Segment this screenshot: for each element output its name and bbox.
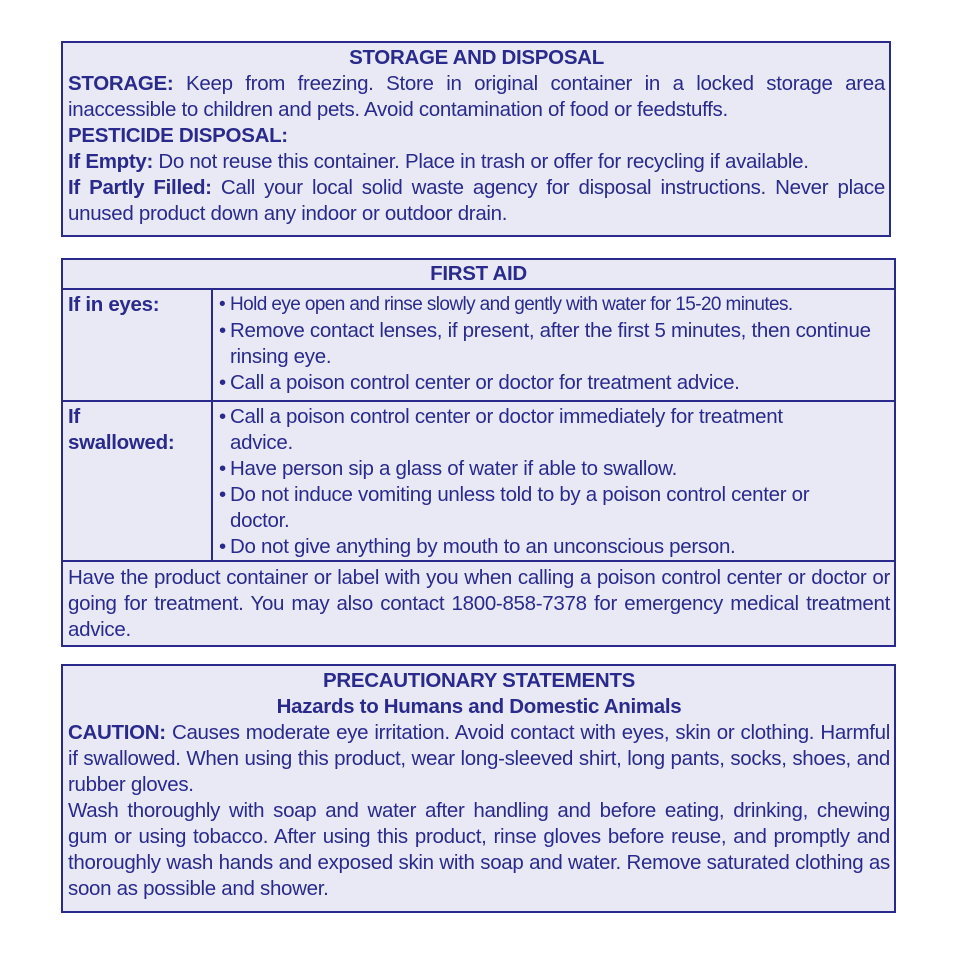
pesticide-disposal-label: PESTICIDE DISPOSAL: — [68, 124, 288, 147]
storage-paragraph — [68, 71, 885, 123]
list-item: • Do not induce vomiting unless told to by a poison control center or doctor. — [219, 483, 810, 532]
bullet-icon: • — [219, 319, 226, 342]
storage-title: STORAGE AND DISPOSAL — [349, 46, 604, 69]
list-item: • Call a poison control center or doctor for treatment advice. — [219, 371, 740, 394]
bullet-icon: • — [219, 457, 226, 480]
if-partly-text: Call your local solid waste agency for disposal instructions. Never place unused product down any indoor or outdoor drain. — [68, 176, 885, 225]
bullet-icon: • — [219, 405, 226, 428]
first-aid-row-swallowed — [63, 402, 894, 562]
if-empty-text: Do not reuse this container. Place in trash or offer for recycling if available. — [153, 150, 809, 173]
list-item: • Hold eye open and rinse slowly and gently with water for 15-20 minutes. — [219, 292, 890, 318]
list-item: • Call a poison control center or doctor immediately for treatment advice. — [219, 405, 783, 454]
first-aid-title: FIRST AID — [63, 260, 894, 290]
if-empty-label: If Empty: — [68, 150, 153, 173]
precautionary-subtitle: Hazards to Humans and Domestic Animals — [276, 695, 682, 718]
if-empty-paragraph — [68, 149, 885, 175]
if-partly-label: If Partly Filled: — [68, 176, 212, 199]
precautionary-panel — [61, 664, 896, 913]
storage-text: Keep from freezing. Store in original container in a locked storage area inaccessible to children and pets. Avoid contamination of food or feedstuffs. — [68, 72, 885, 121]
list-item: • Remove contact lenses, if present, after the first 5 minutes, then continue rinsing eye. — [219, 319, 871, 368]
precautionary-title: PRECAUTIONARY STATEMENTS — [322, 669, 636, 692]
first-aid-row-eyes — [63, 290, 894, 402]
first-aid-footer: Have the product container or label with you when calling a poison control center or doctor or going for treatment. You may also contact 1800-858-7378 for emergency medical treatment advice. — [68, 566, 890, 641]
bullet-icon: • — [219, 483, 226, 506]
wash-paragraph: Wash thoroughly with soap and water after handling and before eating, drinking, chewing gum or using tobacco. After using this product, rinse gloves before reuse, and promptly and thoroughly wash hands and exposed skin with soap and water. Remove saturated clothing as soon as possible and shower. — [68, 799, 890, 900]
bullet-icon: • — [219, 371, 226, 394]
list-item: • Have person sip a glass of water if able to swallow. — [219, 457, 678, 480]
list-item: • Do not give anything by mouth to an unconscious person. — [219, 535, 736, 558]
first-aid-panel — [61, 258, 896, 647]
first-aid-label-swallowed: If swallowed: — [63, 402, 213, 560]
if-partly-paragraph — [68, 175, 885, 227]
storage-label: STORAGE: — [68, 72, 174, 95]
first-aid-body-eyes — [213, 290, 894, 400]
bullet-icon: • — [219, 294, 226, 315]
bullet-icon: • — [219, 535, 226, 558]
caution-paragraph — [68, 720, 890, 798]
first-aid-body-swallowed — [213, 402, 894, 560]
first-aid-label-eyes: If in eyes: — [63, 290, 213, 400]
caution-text: Causes moderate eye irritation. Avoid contact with eyes, skin or clothing. Harmful if swallowed. When using this product, wear long-sleeved shirt, long pants, socks, shoes, and rubber gloves. — [68, 721, 890, 796]
storage-disposal-panel — [61, 41, 891, 237]
caution-label: CAUTION: — [68, 721, 166, 744]
